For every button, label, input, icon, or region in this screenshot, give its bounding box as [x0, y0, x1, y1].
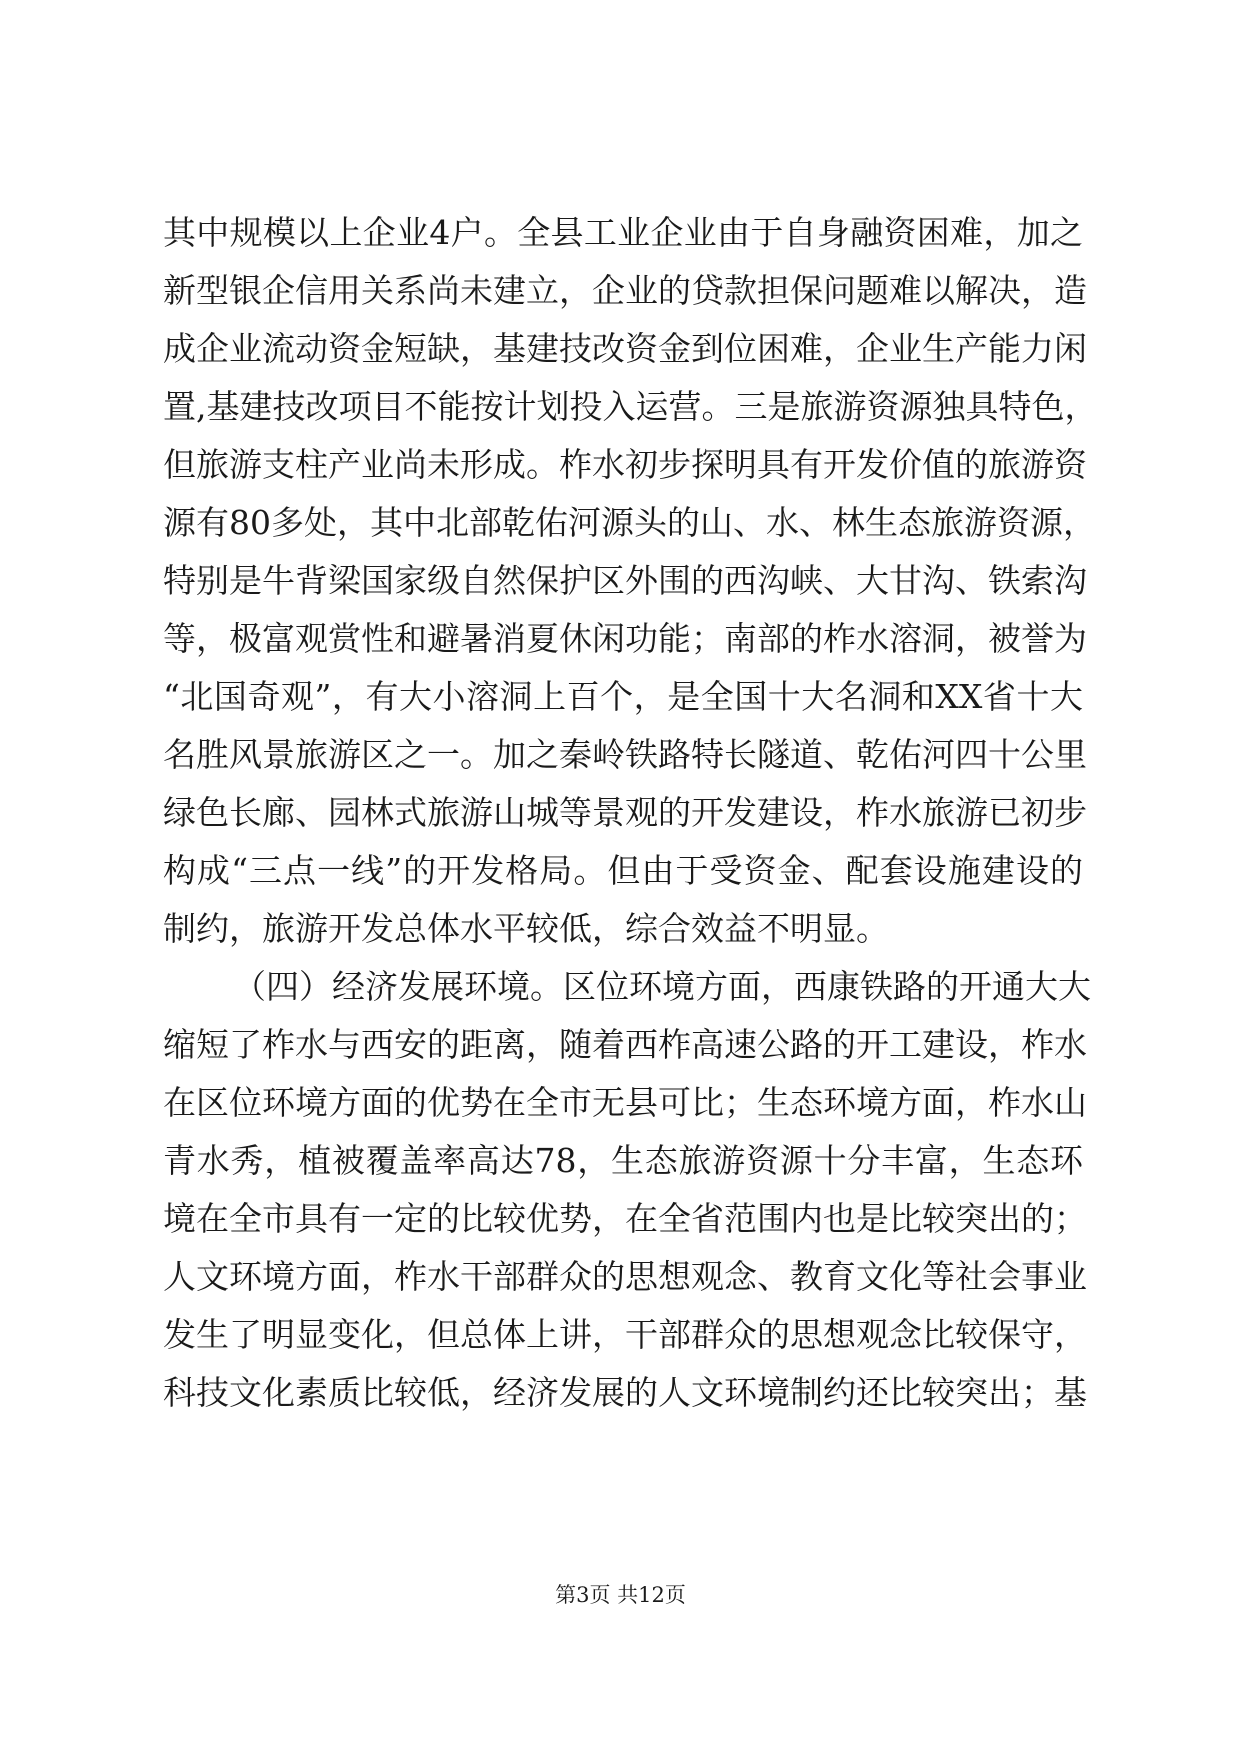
- paragraph-line-20: 发生了明显变化，但总体上讲，干部群众的思想观念比较保守，: [163, 1315, 1087, 1354]
- paragraph-line-7: 特别是牛背梁国家级自然保护区外围的西沟峡、大甘沟、铁索沟: [163, 561, 1087, 600]
- paragraph-line-16: 在区位环境方面的优势在全市无县可比；生态环境方面，柞水山: [163, 1083, 1087, 1122]
- page-number-footer: 第3页 共12页: [555, 1583, 686, 1607]
- paragraph-line-13: 制约，旅游开发总体水平较低，综合效益不明显。: [163, 909, 889, 948]
- paragraph-line-18: 境在全市具有一定的比较优势，在全省范围内也是比较突出的；: [163, 1199, 1087, 1238]
- paragraph-line-10: 名胜风景旅游区之一。加之秦岭铁路特长隧道、乾佑河四十公里: [163, 735, 1087, 774]
- paragraph-line-11: 绿色长廊、园林式旅游山城等景观的开发建设，柞水旅游已初步: [163, 793, 1087, 832]
- paragraph-line-19: 人文环境方面，柞水干部群众的思想观念、教育文化等社会事业: [163, 1257, 1087, 1296]
- paragraph-line-21: 科技文化素质比较低，经济发展的人文环境制约还比较突出；基: [163, 1373, 1087, 1412]
- paragraph-line-12: 构成“三点一线”的开发格局。但由于受资金、配套设施建设的: [163, 851, 1083, 890]
- paragraph-line-14: （四）经济发展环境。区位环境方面，西康铁路的开通大大: [233, 967, 1091, 1006]
- paragraph-line-8: 等，极富观赏性和避暑消夏休闲功能；南部的柞水溶洞，被誉为: [163, 619, 1087, 658]
- paragraph-line-3: 成企业流动资金短缺，基建技改资金到位困难，企业生产能力闲: [163, 329, 1087, 368]
- paragraph-line-5: 但旅游支柱产业尚未形成。柞水初步探明具有开发价值的旅游资: [163, 445, 1087, 484]
- paragraph-line-17: 青水秀，植被覆盖率高达78，生态旅游资源十分丰富，生态环: [163, 1141, 1083, 1180]
- paragraph-line-6: 源有80多处，其中北部乾佑河源头的山、水、林生态旅游资源，: [163, 503, 1096, 542]
- paragraph-line-4: 置,基建技改项目不能按计划投入运营。三是旅游资源独具特色，: [163, 387, 1098, 426]
- paragraph-line-9: “北国奇观”，有大小溶洞上百个，是全国十大名洞和XX省十大: [163, 677, 1083, 716]
- paragraph-line-15: 缩短了柞水与西安的距离，随着西柞高速公路的开工建设，柞水: [163, 1025, 1087, 1064]
- paragraph-line-1: 其中规模以上企业4户。全县工业企业由于自身融资困难，加之: [163, 213, 1083, 252]
- paragraph-line-2: 新型银企信用关系尚未建立，企业的贷款担保问题难以解决，造: [163, 271, 1087, 310]
